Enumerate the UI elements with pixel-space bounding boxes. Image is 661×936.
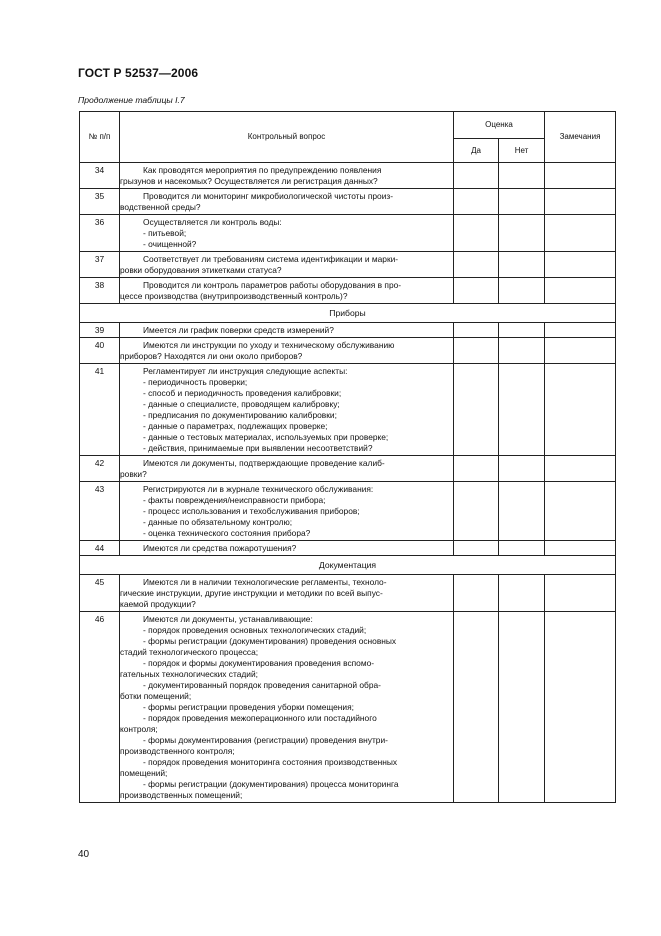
table-row	[80, 456, 616, 482]
question-text	[120, 278, 454, 304]
notes-cell[interactable]	[545, 364, 616, 456]
question-line: - формы документирования (регистрации) проведения внутри-	[143, 735, 388, 745]
question-line: - процесс использования и техобслуживания приборов;	[143, 506, 360, 516]
answer-no-cell[interactable]	[499, 541, 545, 556]
question-line: Имеются ли инструкции по уходу и техническому обслуживанию	[143, 340, 395, 350]
row-number: 36	[80, 215, 120, 252]
col-header-notes: Замечания	[545, 112, 616, 163]
table-row	[80, 252, 616, 278]
answer-yes-cell[interactable]	[454, 575, 499, 612]
question-text	[120, 189, 454, 215]
answer-yes-cell[interactable]	[454, 364, 499, 456]
question-line: Осуществляется ли контроль воды:	[143, 217, 282, 227]
question-line: - данные о параметрах, подлежащих проверке;	[143, 421, 328, 431]
question-text	[120, 252, 454, 278]
question-line: - периодичность проверки;	[143, 377, 248, 387]
answer-no-cell[interactable]	[499, 215, 545, 252]
row-number: 34	[80, 163, 120, 189]
table-row	[80, 189, 616, 215]
question-line: гические инструкции, другие инструкции и методики по всей выпус-	[120, 588, 383, 598]
answer-yes-cell[interactable]	[454, 541, 499, 556]
row-number: 43	[80, 482, 120, 541]
col-header-rating: Оценка	[454, 112, 545, 139]
row-number: 41	[80, 364, 120, 456]
question-text	[120, 575, 454, 612]
row-number: 46	[80, 612, 120, 803]
row-number: 45	[80, 575, 120, 612]
question-line: гательных технологических стадий;	[120, 669, 258, 679]
table-row	[80, 364, 616, 456]
question-line: ровки?	[120, 469, 147, 479]
question-text	[120, 323, 454, 338]
table-row	[80, 575, 616, 612]
question-line: - порядок проведения основных технологических стадий;	[143, 625, 367, 635]
answer-no-cell[interactable]	[499, 364, 545, 456]
checklist-table	[79, 111, 616, 803]
answer-yes-cell[interactable]	[454, 456, 499, 482]
question-line: - данные о специалисте, проводящем калибровку;	[143, 399, 340, 409]
question-line: - способ и периодичность проведения калибровки;	[143, 388, 342, 398]
question-line: грызунов и насекомых? Осуществляется ли регистрация данных?	[120, 176, 378, 186]
question-text	[120, 482, 454, 541]
question-line: Имеются ли документы, устанавливающие:	[143, 614, 313, 624]
table-row	[80, 163, 616, 189]
notes-cell[interactable]	[545, 541, 616, 556]
answer-no-cell[interactable]	[499, 278, 545, 304]
section-row	[80, 304, 616, 323]
question-line: - питьевой;	[143, 228, 187, 238]
notes-cell[interactable]	[545, 456, 616, 482]
notes-cell[interactable]	[545, 252, 616, 278]
notes-cell[interactable]	[545, 612, 616, 803]
standard-title: ГОСТ Р 52537—2006	[78, 66, 199, 80]
question-line: - порядок проведения межоперационного или постадийного	[143, 713, 377, 723]
row-number: 40	[80, 338, 120, 364]
answer-no-cell[interactable]	[499, 612, 545, 803]
question-text	[120, 541, 454, 556]
question-line: - данные о тестовых материалах, используемых при проверке;	[143, 432, 389, 442]
notes-cell[interactable]	[545, 323, 616, 338]
answer-no-cell[interactable]	[499, 163, 545, 189]
question-line: Имеются ли средства пожаротушения?	[143, 543, 297, 553]
question-text	[120, 215, 454, 252]
page-number: 40	[78, 849, 90, 860]
answer-no-cell[interactable]	[499, 482, 545, 541]
answer-yes-cell[interactable]	[454, 482, 499, 541]
answer-no-cell[interactable]	[499, 189, 545, 215]
question-line: ботки помещений;	[120, 691, 192, 701]
question-line: Имеются ли документы, подтверждающие проведение калиб-	[143, 458, 385, 468]
notes-cell[interactable]	[545, 163, 616, 189]
answer-no-cell[interactable]	[499, 456, 545, 482]
question-line: помещений;	[120, 768, 168, 778]
answer-yes-cell[interactable]	[454, 163, 499, 189]
table-row	[80, 541, 616, 556]
question-line: Регистрируются ли в журнале технического обслуживания:	[143, 484, 374, 494]
question-line: - оценка технического состояния прибора?	[143, 528, 311, 538]
row-number: 39	[80, 323, 120, 338]
col-header-question: Контрольный вопрос	[120, 112, 454, 163]
col-header-num: № п/п	[80, 112, 120, 163]
answer-no-cell[interactable]	[499, 338, 545, 364]
question-line: контроля;	[120, 724, 158, 734]
answer-yes-cell[interactable]	[454, 252, 499, 278]
question-line: Как проводятся мероприятия по предупреждению появления	[143, 165, 382, 175]
question-line: - формы регистрации (документирования) процесса мониторинга	[143, 779, 399, 789]
question-line: производственных помещений;	[120, 790, 243, 800]
row-number: 37	[80, 252, 120, 278]
question-line: - формы регистрации проведения уборки помещения;	[143, 702, 354, 712]
table-row	[80, 215, 616, 252]
question-line: цессе производства (внутрипроизводственный контроль)?	[120, 291, 348, 301]
answer-yes-cell[interactable]	[454, 612, 499, 803]
question-text	[120, 364, 454, 456]
question-line: Проводится ли контроль параметров работы оборудования в про-	[143, 280, 402, 290]
question-line: Проводится ли мониторинг микробиологической чистоты произ-	[143, 191, 394, 201]
section-row	[80, 556, 616, 575]
table-caption: Продолжение таблицы I.7	[78, 95, 185, 105]
notes-cell[interactable]	[545, 189, 616, 215]
question-text	[120, 338, 454, 364]
question-line: Регламентирует ли инструкция следующие аспекты:	[143, 366, 348, 376]
section-title: Приборы	[80, 304, 616, 323]
question-line: каемой продукции?	[120, 599, 196, 609]
answer-yes-cell[interactable]	[454, 338, 499, 364]
question-line: - документированный порядок проведения санитарной обра-	[143, 680, 381, 690]
question-text	[120, 612, 454, 803]
answer-no-cell[interactable]	[499, 575, 545, 612]
row-number: 44	[80, 541, 120, 556]
question-line: производственного контроля;	[120, 746, 235, 756]
notes-cell[interactable]	[545, 482, 616, 541]
table-row	[80, 323, 616, 338]
question-line: - порядок проведения мониторинга состояния производственных	[143, 757, 398, 767]
answer-yes-cell[interactable]	[454, 323, 499, 338]
question-line: Имеется ли график поверки средств измерений?	[143, 325, 334, 335]
question-line: - действия, принимаемые при выявлении несоответствий?	[143, 443, 373, 453]
row-number: 38	[80, 278, 120, 304]
answer-no-cell[interactable]	[499, 252, 545, 278]
notes-cell[interactable]	[545, 338, 616, 364]
answer-no-cell[interactable]	[499, 323, 545, 338]
question-line: - порядок и формы документирования проведения вспомо-	[143, 658, 375, 668]
table-row	[80, 338, 616, 364]
answer-yes-cell[interactable]	[454, 189, 499, 215]
question-line: Имеются ли в наличии технологические регламенты, техноло-	[143, 577, 387, 587]
notes-cell[interactable]	[545, 215, 616, 252]
section-title: Документация	[80, 556, 616, 575]
notes-cell[interactable]	[545, 575, 616, 612]
answer-yes-cell[interactable]	[454, 278, 499, 304]
question-text	[120, 163, 454, 189]
table-row	[80, 278, 616, 304]
question-line: ровки оборудования этикетками статуса?	[120, 265, 282, 275]
question-line: - очищенной?	[143, 239, 197, 249]
question-line: водственной среды?	[120, 202, 201, 212]
question-line: - данные по обязательному контролю;	[143, 517, 293, 527]
row-number: 35	[80, 189, 120, 215]
answer-yes-cell[interactable]	[454, 215, 499, 252]
question-line: Соответствует ли требованиям система идентификации и марки-	[143, 254, 399, 264]
question-text	[120, 456, 454, 482]
col-header-yes: Да	[454, 139, 499, 163]
question-line: - предписания по документированию калибровки;	[143, 410, 337, 420]
question-line: стадий технологического процесса;	[120, 647, 259, 657]
table-row	[80, 482, 616, 541]
table-row	[80, 612, 616, 803]
table-body	[80, 163, 616, 803]
col-header-no: Нет	[499, 139, 545, 163]
question-line: - факты повреждения/неисправности прибора;	[143, 495, 326, 505]
question-line: - формы регистрации (документирования) проведения основных	[143, 636, 397, 646]
notes-cell[interactable]	[545, 278, 616, 304]
row-number: 42	[80, 456, 120, 482]
question-line: приборов? Находятся ли они около приборов?	[120, 351, 303, 361]
